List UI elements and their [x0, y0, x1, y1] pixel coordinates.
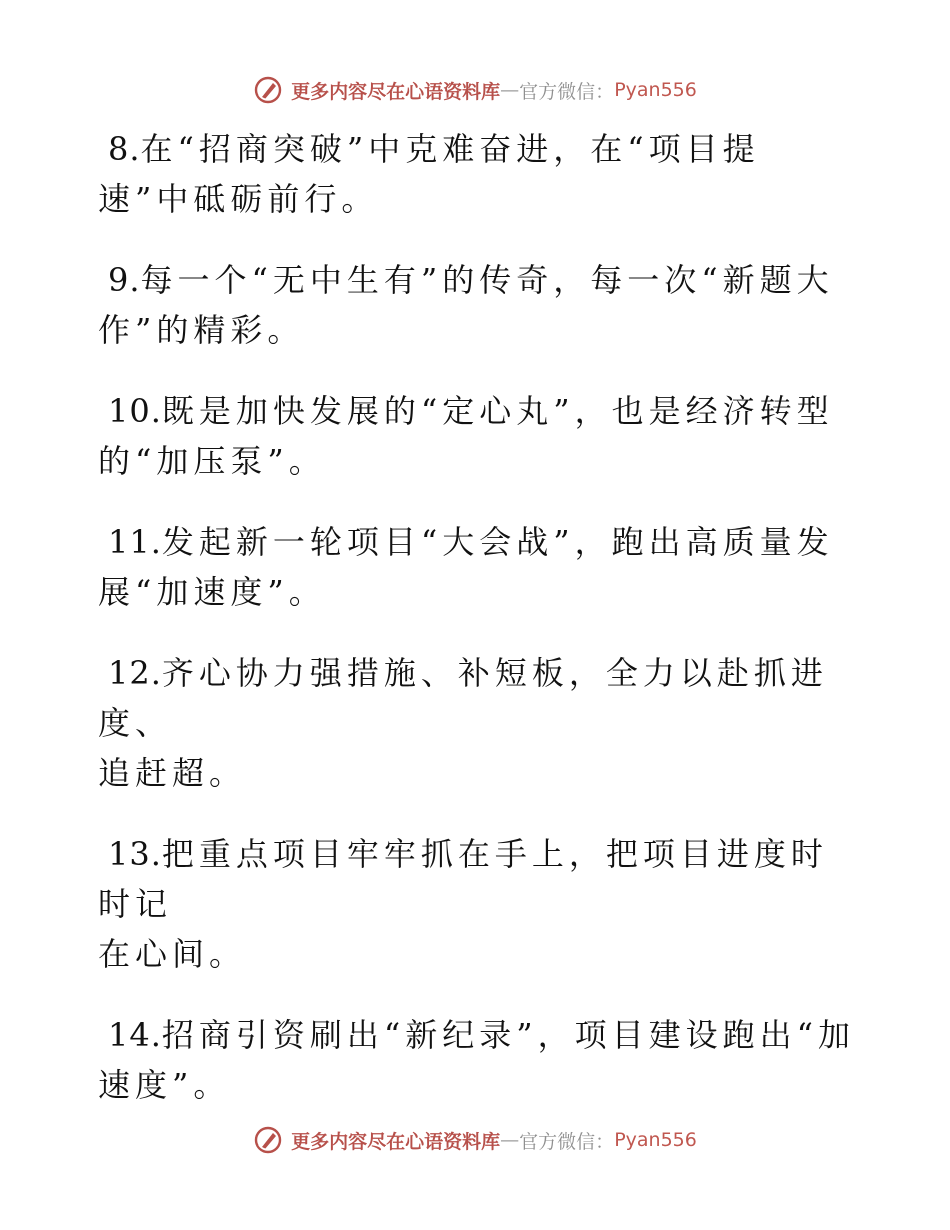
- list-item-line2: 的“加压泵”。: [98, 442, 326, 480]
- footer-separator: —: [500, 1129, 520, 1151]
- list-item-number: 9.: [108, 261, 141, 299]
- list-item-text: 在“招商突破”中克难奋进，在“项目提: [140, 130, 760, 168]
- footer-wechat-id: Pyan556: [614, 1129, 697, 1151]
- list-item: [98, 255, 858, 355]
- header-brand-text: 更多内容尽在心语资料库: [291, 80, 501, 103]
- list-item-line1: [98, 1010, 858, 1060]
- header-wechat-id: Pyan556: [614, 79, 697, 101]
- list-item-text: 既是加快发展的“定心丸”，也是经济转型: [161, 392, 834, 430]
- list-item-line2: 速度”。: [98, 1066, 231, 1104]
- list-item-line1: [98, 255, 858, 305]
- list-item-line2: 速”中砥砺前行。: [98, 180, 379, 218]
- list-item-line1: [98, 124, 858, 174]
- pen-nib-circle-icon: [253, 75, 283, 105]
- pen-nib-circle-icon: [253, 1125, 283, 1155]
- list-item: [98, 124, 858, 224]
- list-item-text: 每一个“无中生有”的传奇，每一次“新题大: [140, 261, 834, 299]
- list-item-number: 14.: [108, 1016, 162, 1054]
- header-wechat-label: 官方微信：: [519, 80, 615, 103]
- list-item-line1: [98, 648, 858, 748]
- footer-banner: [0, 1120, 950, 1160]
- list-item-number: 10.: [108, 392, 162, 430]
- list-item: [98, 648, 858, 798]
- list-item-line2: 展“加速度”。: [98, 573, 326, 611]
- list-item-number: 13.: [108, 835, 162, 873]
- list-item-text: 招商引资刷出“新纪录”，项目建设跑出“加: [161, 1016, 855, 1054]
- header-separator: —: [500, 79, 520, 101]
- list-item-line2: 作”的精彩。: [98, 311, 305, 349]
- list-item: [98, 1010, 858, 1110]
- list-item-line1: [98, 386, 858, 436]
- list-item-number: 11.: [108, 523, 162, 561]
- list-item: [98, 829, 858, 979]
- list-item-text: 齐心协力强措施、补短板，全力以赴抓进度、: [98, 654, 828, 742]
- footer-brand-text: 更多内容尽在心语资料库: [291, 1130, 501, 1153]
- list-item: [98, 386, 858, 486]
- footer-wechat-label: 官方微信：: [519, 1130, 615, 1153]
- list-item-text: 把重点项目牢牢抓在手上，把项目进度时时记: [98, 835, 828, 923]
- list-item-line1: [98, 517, 858, 567]
- list-item-number: 12.: [108, 654, 162, 692]
- header-banner: [0, 70, 950, 110]
- document-body: [98, 124, 858, 1141]
- list-item-line1: [98, 829, 858, 929]
- list-item-line2: 追赶超。: [98, 754, 247, 792]
- list-item: [98, 517, 858, 617]
- list-item-text: 发起新一轮项目“大会战”，跑出高质量发: [161, 523, 834, 561]
- list-item-line2: 在心间。: [98, 935, 247, 973]
- list-item-number: 8.: [108, 130, 141, 168]
